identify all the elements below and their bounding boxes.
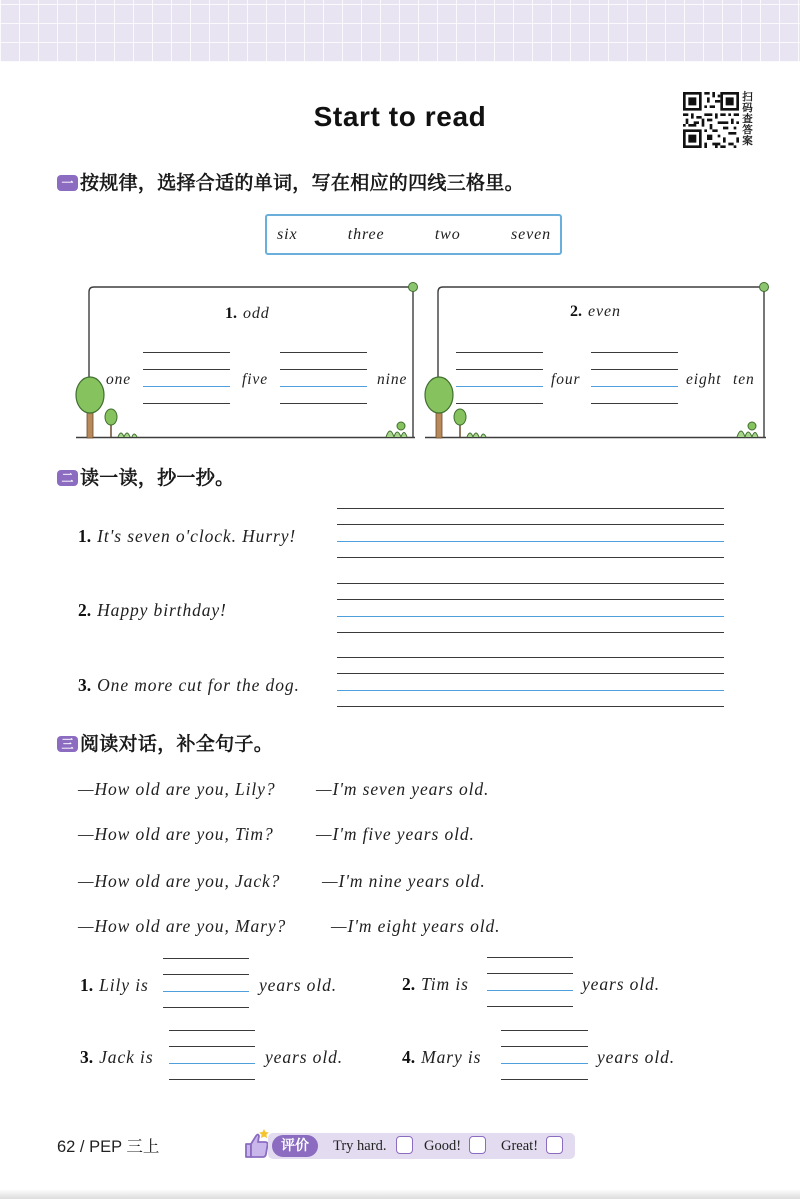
answer-blank-tim[interactable] xyxy=(487,957,573,1007)
fill-in-prefix: Tim is xyxy=(421,974,469,994)
even-box-title xyxy=(570,301,621,322)
sequence-word: four xyxy=(551,371,581,388)
dialogue-question: —How old are you, Lily? xyxy=(78,779,276,799)
sentence-number: 2. xyxy=(78,600,92,620)
sequence-word: nine xyxy=(377,371,408,388)
qr-code-icon xyxy=(683,92,739,148)
page-title: Start to read xyxy=(313,101,487,132)
sentence-number: 3. xyxy=(78,675,92,695)
writing-grid-odd-2[interactable] xyxy=(280,352,367,404)
rating-good-checkbox[interactable] xyxy=(469,1136,486,1154)
fill-in-suffix: years old. xyxy=(259,975,338,995)
sequence-word: eight xyxy=(686,371,722,388)
fill-in-number: 1. xyxy=(80,975,94,995)
word-bank-item: two xyxy=(434,225,461,243)
word-bank-item: six xyxy=(277,225,298,243)
fill-in-prefix-2 xyxy=(402,973,469,996)
answer-blank-mary[interactable] xyxy=(501,1030,588,1080)
answer-blank-jack[interactable] xyxy=(169,1030,255,1080)
copy-grid-1[interactable] xyxy=(337,508,724,558)
even-box-number: 2. xyxy=(570,303,582,320)
fill-in-prefix: Jack is xyxy=(99,1047,154,1067)
dialogue-answer: —I'm eight years old. xyxy=(331,916,501,936)
copy-grid-3[interactable] xyxy=(337,657,724,707)
copy-grid-2[interactable] xyxy=(337,583,724,633)
fill-in-prefix-1 xyxy=(80,974,149,997)
copy-sentence-1 xyxy=(78,525,296,548)
fill-in-suffix: years old. xyxy=(582,974,661,994)
writing-grid-even-2[interactable] xyxy=(591,352,678,404)
sentence-number: 1. xyxy=(78,526,92,546)
odd-box-number: 1. xyxy=(225,305,237,322)
dialogue-answer: —I'm five years old. xyxy=(316,824,475,844)
rating-great-label: Great! xyxy=(501,1138,539,1154)
fill-in-prefix: Mary is xyxy=(421,1047,482,1067)
copy-sentence-3 xyxy=(78,674,300,697)
word-bank-item: seven xyxy=(510,225,551,243)
rating-try-hard-checkbox[interactable] xyxy=(396,1136,413,1154)
rating-great-checkbox[interactable] xyxy=(546,1136,563,1154)
sequence-word: one xyxy=(106,371,132,388)
qr-code-label: 扫码查答案 xyxy=(741,91,753,146)
thumbs-up-icon xyxy=(243,1128,271,1160)
rating-good-label: Good! xyxy=(424,1138,462,1154)
sentence-text: It's seven o'clock. Hurry! xyxy=(97,526,297,546)
fill-in-suffix: years old. xyxy=(597,1047,676,1067)
dialogue-question: —How old are you, Jack? xyxy=(78,871,281,891)
fill-in-suffix: years old. xyxy=(265,1047,344,1067)
dialogue-answer: —I'm seven years old. xyxy=(316,779,490,799)
even-box-label: even xyxy=(588,303,621,320)
dialogue-question: —How old are you, Mary? xyxy=(78,916,287,936)
sentence-text: Happy birthday! xyxy=(97,600,227,620)
writing-grid-even-1[interactable] xyxy=(456,352,543,404)
fill-in-number: 3. xyxy=(80,1047,94,1067)
top-grid-band xyxy=(0,0,800,62)
dialogue-question: —How old are you, Tim? xyxy=(78,824,274,844)
odd-box-label: odd xyxy=(243,305,270,322)
writing-grid-odd-1[interactable] xyxy=(143,352,230,404)
fill-in-number: 2. xyxy=(402,974,416,994)
section-1-badge: 一 xyxy=(57,175,78,191)
page-edge-shadow xyxy=(0,1189,800,1199)
section-1-instruction: 按规律，选择合适的单词，写在相应的四线三格里。 xyxy=(80,172,524,194)
fill-in-prefix: Lily is xyxy=(99,975,149,995)
answer-blank-lily[interactable] xyxy=(163,958,249,1008)
odd-box-title xyxy=(225,303,270,324)
section-2-badge: 二 xyxy=(57,470,78,486)
page-number: 62 / PEP 三上 xyxy=(57,1138,160,1156)
word-bank-item: three xyxy=(347,225,385,243)
rating-label: 评价 xyxy=(272,1135,318,1157)
section-3-badge: 三 xyxy=(57,736,78,752)
fill-in-number: 4. xyxy=(402,1047,416,1067)
section-2-instruction: 读一读，抄一抄。 xyxy=(80,467,235,489)
rating-try-hard-label: Try hard. xyxy=(333,1138,387,1154)
fill-in-prefix-4 xyxy=(402,1046,481,1069)
fill-in-prefix-3 xyxy=(80,1046,154,1069)
dialogue-answer: —I'm nine years old. xyxy=(322,871,486,891)
sequence-word: ten xyxy=(733,371,755,388)
section-3-instruction: 阅读对话，补全句子。 xyxy=(80,733,274,755)
word-bank xyxy=(265,214,562,255)
sentence-text: One more cut for the dog. xyxy=(97,675,300,695)
copy-sentence-2 xyxy=(78,599,227,622)
sequence-word: five xyxy=(242,371,268,388)
